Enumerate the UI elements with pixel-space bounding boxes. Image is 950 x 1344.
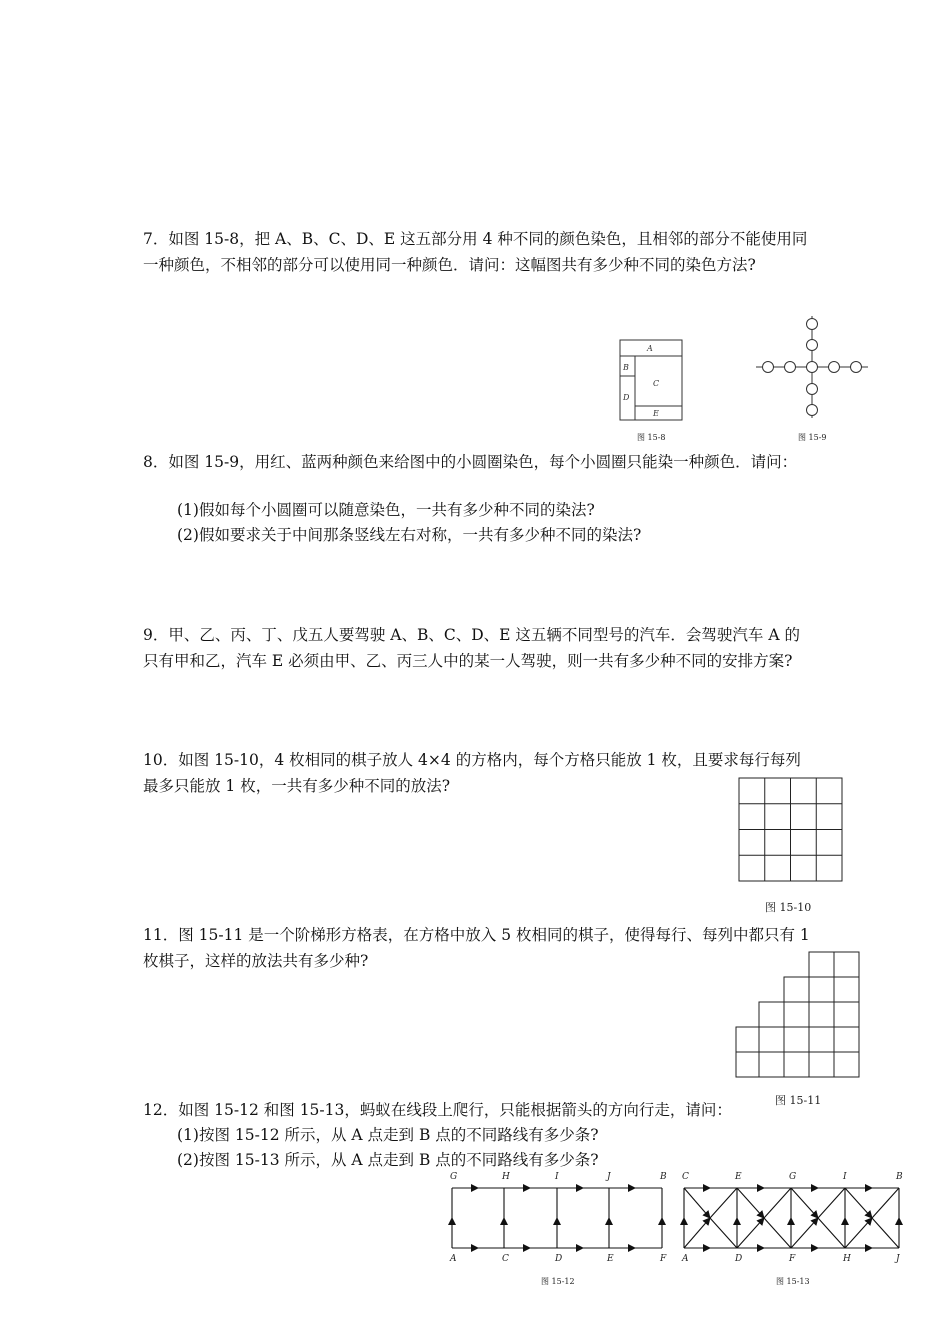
circle-node <box>829 362 840 373</box>
figure-15-8-caption: 图 15-8 <box>637 433 666 442</box>
node-label-f: F <box>789 1254 796 1264</box>
question-8-text: 8．如图 15-9，用红、蓝两种颜色来给图中的小圆圈染色，每个小圆圈只能染一种颜色．请问： <box>143 453 798 471</box>
region-label-a: A <box>647 344 653 353</box>
node-label-g: G <box>789 1172 797 1182</box>
node-label-i: I <box>555 1172 559 1182</box>
figure-15-11-staircase <box>735 951 861 1079</box>
node-label-e: E <box>735 1172 742 1182</box>
region-label-d: D <box>623 393 630 402</box>
node-label-j: J <box>607 1172 611 1182</box>
node-label-c: C <box>502 1254 509 1264</box>
node-label-h: H <box>843 1254 851 1264</box>
circle-node <box>807 362 818 373</box>
circle-node <box>807 319 818 330</box>
circle-node <box>807 405 818 416</box>
question-9-text: 9．甲、乙、丙、丁、戊五人要驾驶 A、B、C、D、E 这五辆不同型号的汽车．会驾驶汽车 A 的只有甲和乙，汽车 E 必须由甲、乙、丙三人中的某一人驾驶，则一共有多少种不同的安排方案? <box>143 626 800 670</box>
node-label-b: B <box>896 1172 903 1182</box>
node-label-c: C <box>682 1172 689 1182</box>
question-8-sub-1: (1)假如每个小圆圈可以随意染色，一共有多少种不同的染法? <box>177 501 595 519</box>
node-label-d: D <box>735 1254 743 1264</box>
figure-15-10-grid <box>738 777 844 883</box>
node-label-a: A <box>682 1254 689 1264</box>
region-label-e: E <box>653 409 659 418</box>
figure-15-8 <box>615 336 687 426</box>
node-label-j: J <box>896 1254 900 1264</box>
figure-15-10-caption: 图 15-10 <box>765 901 812 914</box>
node-label-d: D <box>555 1254 563 1264</box>
circle-node <box>763 362 774 373</box>
circle-node <box>851 362 862 373</box>
question-7-text: 7．如图 15-8，把 A、B、C、D、E 这五部分用 4 种不同的颜色染色，且相邻的部分不能使用同一种颜色，不相邻的部分可以使用同一种颜色．请问：这幅图共有多少种不同的染色方法? <box>143 230 808 274</box>
figure-15-13-caption: 图 15-13 <box>776 1277 810 1286</box>
circle-node <box>807 340 818 351</box>
node-label-h: H <box>502 1172 510 1182</box>
question-12-sub-2: (2)按图 15-13 所示，从 A 点走到 B 点的不同路线有多少条? <box>177 1151 599 1169</box>
question-8-sub-2: (2)假如要求关于中间那条竖线左右对称，一共有多少种不同的染法? <box>177 526 642 544</box>
question-11-text: 11．图 15-11 是一个阶梯形方格表，在方格中放入 5 枚相同的棋子，使得每行、每列中都只有 1 枚棋子，这样的放法共有多少种? <box>143 926 810 970</box>
region-label-c: C <box>653 379 660 388</box>
node-label-g: G <box>450 1172 458 1182</box>
circle-node <box>785 362 796 373</box>
circle-node <box>807 384 818 395</box>
node-label-f: F <box>660 1254 667 1264</box>
region-label-b: B <box>623 363 629 372</box>
question-10-text: 10．如图 15-10，4 枚相同的棋子放人 4×4 的方格内，每个方格只能放 1 枚，且要求每行每列最多只能放 1 枚，一共有多少种不同的放法? <box>143 751 801 795</box>
figure-15-9 <box>754 314 870 424</box>
figure-15-12-caption: 图 15-12 <box>541 1277 575 1286</box>
figure-15-13 <box>678 1166 910 1270</box>
question-12-sub-1: (1)按图 15-12 所示，从 A 点走到 B 点的不同路线有多少条? <box>177 1126 599 1144</box>
figure-15-11-caption: 图 15-11 <box>775 1094 822 1107</box>
question-12-text: 12．如图 15-12 和图 15-13，蚂蚁在线段上爬行，只能根据箭头的方向行走，请问： <box>143 1101 732 1119</box>
node-label-b: B <box>660 1172 667 1182</box>
figure-15-12 <box>444 1166 676 1270</box>
node-label-e: E <box>607 1254 614 1264</box>
node-label-a: A <box>450 1254 457 1264</box>
node-label-i: I <box>843 1172 847 1182</box>
figure-15-9-caption: 图 15-9 <box>798 433 827 442</box>
